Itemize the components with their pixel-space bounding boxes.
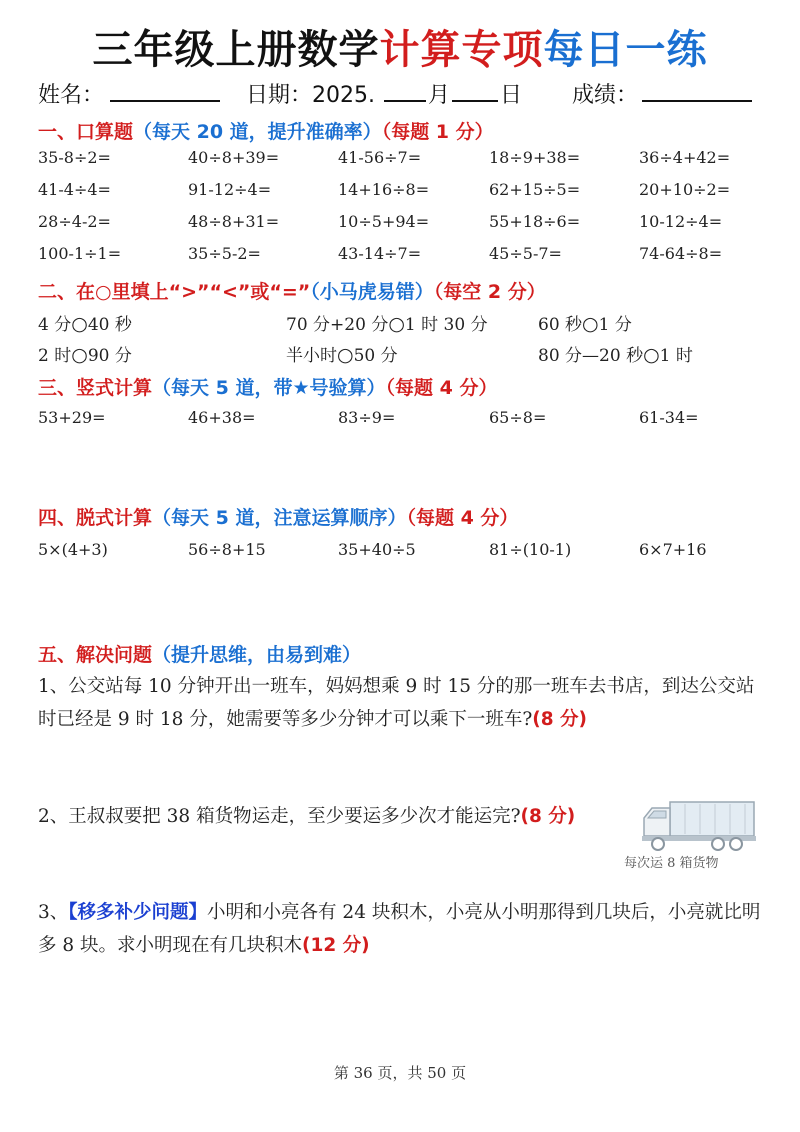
compare-right: 50 分 bbox=[353, 346, 398, 366]
section-3-points: （每题 4 分） bbox=[385, 377, 498, 399]
oral-calc-item: 28÷4-2= bbox=[38, 212, 111, 231]
oral-calc-item: 10-12÷4= bbox=[639, 212, 723, 231]
oral-calc-item: 48÷8+31= bbox=[188, 212, 280, 231]
oral-calc-item: 20+10÷2= bbox=[639, 180, 731, 199]
compare-circle-blank[interactable]: ○ bbox=[643, 344, 660, 366]
compare-circle-blank[interactable]: ○ bbox=[337, 344, 354, 366]
compare-item bbox=[538, 310, 632, 335]
section-1-points: （每题 1 分） bbox=[381, 121, 494, 143]
compare-right: 1 时 bbox=[659, 346, 693, 366]
section-5-heading bbox=[38, 640, 361, 667]
page-title bbox=[0, 18, 800, 75]
truck-icon bbox=[640, 796, 758, 852]
step-calc-item: 81÷(10-1) bbox=[489, 540, 572, 559]
title-part1: 三年级上册数学 bbox=[92, 27, 380, 73]
problem-3-points: (12 分) bbox=[302, 935, 370, 956]
section-1-title: 一、口算题 bbox=[38, 121, 134, 143]
compare-left: 80 分—20 秒 bbox=[538, 346, 644, 366]
problem-3-tag: 【移多补少问题】 bbox=[68, 902, 208, 923]
section-5-note: （提升思维，由易到难） bbox=[152, 644, 362, 666]
problem-1-text: 1、公交站每 10 分钟开出一班车，妈妈想乘 9 时 15 分的那一班车去书店，到达公交站时已经是 9 时 18 分，她需要等多少分钟才可以乘下一班车? bbox=[38, 676, 755, 730]
compare-item bbox=[286, 341, 398, 366]
compare-item bbox=[38, 341, 132, 366]
compare-item bbox=[538, 341, 693, 366]
oral-calc-item: 55+18÷6= bbox=[489, 212, 581, 231]
month-label: 月 bbox=[428, 83, 451, 108]
oral-calc-item: 10÷5+94= bbox=[338, 212, 430, 231]
page-footer: 第 36 页，共 50 页 bbox=[333, 1064, 467, 1082]
compare-circle-blank[interactable]: ○ bbox=[388, 313, 405, 335]
compare-left: 60 秒 bbox=[538, 315, 583, 335]
section-4-points: （每题 4 分） bbox=[406, 507, 519, 529]
compare-left: 2 时 bbox=[38, 346, 72, 366]
compare-circle-blank[interactable]: ○ bbox=[71, 313, 88, 335]
vertical-calc-item: 65÷8= bbox=[489, 408, 547, 427]
step-calc-item: 6×7+16 bbox=[639, 540, 707, 559]
oral-calc-item: 14+16÷8= bbox=[338, 180, 430, 199]
section-2-title: 二、在○里填上“>”“<”或“=” bbox=[38, 281, 311, 303]
student-info bbox=[0, 78, 800, 110]
section-4-note: （每天 5 道，注意运算顺序） bbox=[152, 507, 407, 529]
compare-right: 1 分 bbox=[598, 315, 632, 335]
problem-1 bbox=[38, 670, 768, 736]
oral-calc-item: 35÷5-2= bbox=[188, 244, 261, 263]
section-3-note: （每天 5 道，带★号验算） bbox=[152, 377, 386, 399]
oral-calc-item: 100-1÷1= bbox=[38, 244, 122, 263]
date-label: 日期：2025. bbox=[246, 83, 375, 108]
truck-caption: 每次运 8 箱货物 bbox=[624, 856, 719, 871]
name-blank[interactable] bbox=[110, 78, 220, 102]
step-calc-row bbox=[38, 540, 778, 566]
step-calc-item: 35+40÷5 bbox=[338, 540, 416, 559]
compare-left: 半小时 bbox=[286, 346, 337, 366]
compare-left: 70 分+20 分 bbox=[286, 315, 389, 335]
oral-calc-row bbox=[38, 148, 778, 174]
compare-right: 1 时 30 分 bbox=[404, 315, 488, 335]
oral-calc-item: 91-12÷4= bbox=[188, 180, 272, 199]
problem-3 bbox=[38, 896, 768, 962]
oral-calc-row bbox=[38, 212, 778, 238]
section-3-title: 三、竖式计算 bbox=[38, 377, 153, 399]
step-calc-item: 56÷8+15 bbox=[188, 540, 266, 559]
compare-left: 4 分 bbox=[38, 315, 72, 335]
day-blank[interactable] bbox=[452, 78, 498, 102]
vertical-calc-item: 83÷9= bbox=[338, 408, 396, 427]
vertical-calc-item: 61-34= bbox=[639, 408, 699, 427]
problem-3-number: 3、 bbox=[38, 902, 69, 923]
oral-calc-row bbox=[38, 180, 778, 206]
compare-item bbox=[286, 310, 488, 335]
day-label: 日 bbox=[500, 83, 523, 108]
step-calc-item: 5×(4+3) bbox=[38, 540, 108, 559]
score-blank[interactable] bbox=[642, 78, 752, 102]
problem-1-points: (8 分) bbox=[532, 709, 587, 730]
oral-calc-item: 40÷8+39= bbox=[188, 148, 280, 167]
name-label: 姓名： bbox=[38, 83, 105, 108]
compare-circle-blank[interactable]: ○ bbox=[71, 344, 88, 366]
oral-calc-item: 41-4÷4= bbox=[38, 180, 111, 199]
section-2-note: （小马虎易错） bbox=[310, 281, 434, 303]
section-1-note: （每天 20 道，提升准确率） bbox=[133, 121, 382, 143]
section-4-title: 四、脱式计算 bbox=[38, 507, 153, 529]
oral-calc-item: 18÷9+38= bbox=[489, 148, 581, 167]
title-part2: 计算专项 bbox=[379, 27, 544, 73]
oral-calc-item: 62+15÷5= bbox=[489, 180, 581, 199]
oral-calc-row bbox=[38, 244, 778, 270]
oral-calc-item: 43-14÷7= bbox=[338, 244, 422, 263]
section-5-title: 五、解决问题 bbox=[38, 644, 153, 666]
vertical-calc-row bbox=[38, 408, 778, 434]
compare-right: 40 秒 bbox=[87, 315, 132, 335]
section-1-heading bbox=[38, 117, 494, 144]
vertical-calc-item: 53+29= bbox=[38, 408, 106, 427]
problem-2 bbox=[38, 800, 638, 833]
problem-3-text: 小明和小亮各有 24 块积木，小亮从小明那得到几块后，小亮就比明 多 8 块。求小明现在有几块积木 bbox=[38, 902, 761, 956]
oral-calc-item: 41-56÷7= bbox=[338, 148, 422, 167]
section-2-heading bbox=[38, 277, 546, 304]
problem-2-points: (8 分) bbox=[520, 806, 576, 827]
oral-calc-item: 36÷4+42= bbox=[639, 148, 731, 167]
section-3-heading bbox=[38, 373, 497, 400]
problem-2-text: 2、王叔叔要把 38 箱货物运走，至少要运多少次才能运完? bbox=[38, 806, 521, 827]
title-part3: 每日一练 bbox=[543, 27, 708, 73]
compare-item bbox=[38, 310, 132, 335]
oral-calc-item: 45÷5-7= bbox=[489, 244, 562, 263]
vertical-calc-item: 46+38= bbox=[188, 408, 256, 427]
section-2-points: （每空 2 分） bbox=[433, 281, 546, 303]
compare-right: 90 分 bbox=[87, 346, 132, 366]
section-4-heading bbox=[38, 503, 518, 530]
oral-calc-item: 35-8÷2= bbox=[38, 148, 111, 167]
oral-calc-item: 74-64÷8= bbox=[639, 244, 723, 263]
score-label: 成绩： bbox=[572, 83, 639, 108]
month-blank[interactable] bbox=[384, 78, 426, 102]
compare-circle-blank[interactable]: ○ bbox=[582, 313, 599, 335]
